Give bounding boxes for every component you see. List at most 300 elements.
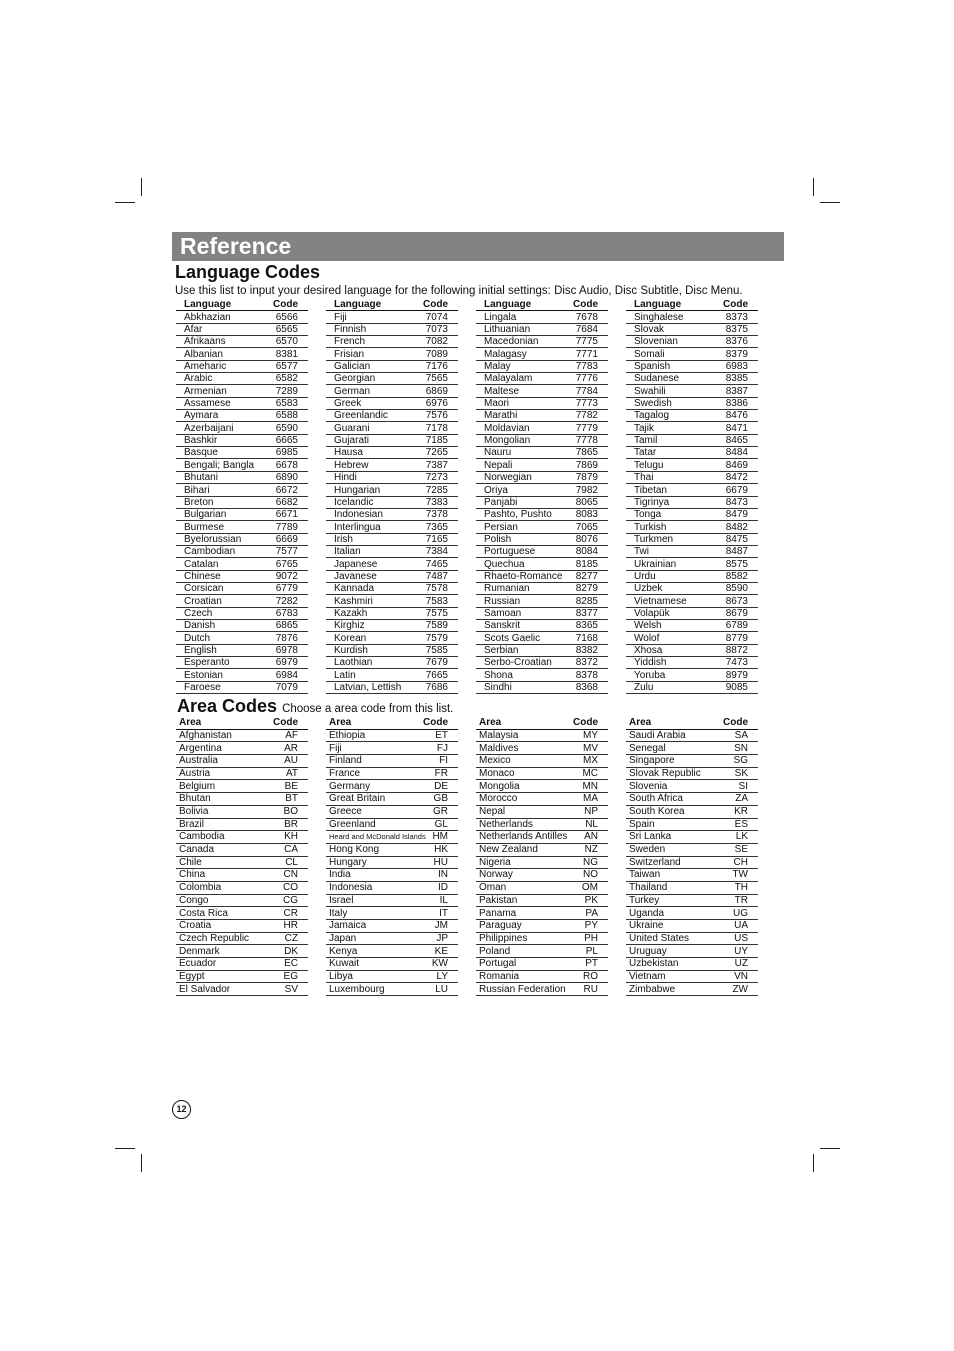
language-code: 7384 (425, 546, 448, 558)
area-table-row (476, 958, 608, 971)
area-table-row (326, 793, 458, 806)
area-table-row (176, 806, 308, 819)
language-table-row (326, 311, 458, 323)
language-table-row (476, 336, 608, 348)
area-code: GL (434, 818, 448, 830)
language-table-row (176, 361, 308, 373)
language-name: Lithuanian (484, 324, 531, 336)
area-codes-subtitle: Choose a area code from this list. (282, 703, 454, 715)
area-table-row (176, 755, 308, 768)
area-table-header (176, 717, 308, 730)
area-name: Saudi Arabia (629, 729, 686, 741)
area-code: ID (438, 882, 448, 894)
area-code: SG (733, 755, 748, 767)
area-table-row (176, 857, 308, 870)
language-table-row (326, 447, 458, 459)
area-table-row (626, 780, 758, 793)
language-name: Bhutani (184, 472, 218, 484)
area-table-row (626, 819, 758, 832)
area-code: VN (734, 970, 748, 982)
area-name: Portugal (479, 958, 517, 970)
language-table-row (176, 422, 308, 434)
area-code: UG (733, 907, 748, 919)
language-name: Tajik (634, 422, 655, 434)
language-table-header (326, 299, 458, 311)
language-name: Czech (184, 607, 213, 619)
language-name: Laothian (334, 657, 373, 669)
crop-mark (820, 202, 840, 203)
language-code: 6890 (275, 472, 298, 484)
language-code: 7865 (575, 447, 598, 459)
area-code: TH (734, 882, 748, 894)
area-name: Uganda (629, 907, 665, 919)
area-table-row (326, 920, 458, 933)
area-header-name: Area (329, 717, 352, 729)
area-name: Sweden (629, 844, 666, 856)
language-code: 8375 (725, 324, 748, 336)
area-code: UY (734, 945, 748, 957)
language-code: 7073 (425, 324, 448, 336)
area-name: Great Britain (329, 793, 386, 805)
area-code: ES (734, 818, 748, 830)
area-table-row (176, 831, 308, 844)
language-table-row (476, 521, 608, 533)
area-table-row (176, 793, 308, 806)
crop-mark (141, 1154, 142, 1172)
language-code: 7577 (275, 546, 298, 558)
language-table-column-2 (326, 299, 458, 694)
area-code: CH (733, 856, 748, 868)
language-code: 8368 (575, 682, 598, 693)
area-table-row (476, 780, 608, 793)
language-name: Pashto, Pushto (484, 509, 552, 521)
language-code: 9085 (725, 682, 748, 693)
area-code: RU (583, 983, 598, 995)
language-code: 7686 (425, 682, 448, 693)
area-name: Kuwait (329, 958, 360, 970)
language-table-row (326, 571, 458, 583)
area-table-row (176, 742, 308, 755)
language-name: Somali (634, 348, 665, 360)
area-name: South Korea (629, 806, 685, 817)
language-name: Estonian (184, 669, 223, 681)
language-code: 8673 (725, 595, 748, 607)
area-table-row (626, 844, 758, 857)
area-name: Malaysia (479, 729, 519, 741)
language-name: Mongolian (484, 435, 531, 447)
language-table-row (626, 682, 758, 694)
language-code: 7579 (425, 632, 448, 644)
language-name: Turkmen (634, 533, 674, 545)
language-name: Gujarati (334, 435, 370, 447)
language-code: 8365 (575, 620, 598, 632)
area-name: Indonesia (329, 882, 373, 894)
language-code: 6678 (275, 459, 298, 471)
area-table-row (476, 857, 608, 870)
language-table-row (326, 472, 458, 484)
area-name: Greenland (329, 818, 376, 830)
language-code: 7778 (575, 435, 598, 447)
area-name: Uruguay (629, 945, 667, 957)
area-code: IT (439, 907, 448, 919)
language-table-row (626, 521, 758, 533)
area-code: FJ (436, 742, 448, 754)
language-table-row (626, 632, 758, 644)
language-code: 7879 (575, 472, 598, 484)
language-name: Volapük (634, 607, 670, 619)
language-name: Kazakh (334, 607, 368, 619)
area-code: ET (435, 729, 448, 741)
language-header-name: Language (634, 299, 682, 311)
language-name: Dutch (184, 632, 211, 644)
language-table-row (626, 348, 758, 360)
area-header-code: Code (723, 717, 748, 729)
language-table-header (176, 299, 308, 311)
language-table-row (176, 435, 308, 447)
language-table-row (476, 385, 608, 397)
language-table-row (476, 534, 608, 546)
language-code: 7065 (575, 521, 598, 533)
area-table-row (176, 780, 308, 793)
area-code: MX (583, 755, 598, 767)
language-table-row (626, 669, 758, 681)
language-table-row (626, 546, 758, 558)
area-table-row (626, 920, 758, 933)
language-name: Tatar (634, 447, 657, 459)
area-name: Egypt (179, 970, 205, 982)
language-code: 7876 (275, 632, 298, 644)
area-code: SA (734, 729, 748, 741)
language-name: Irish (334, 533, 353, 545)
language-code: 8385 (725, 373, 748, 385)
language-table-row (476, 571, 608, 583)
area-table-row (326, 983, 458, 996)
language-name: Macedonian (484, 336, 539, 348)
language-code: 6669 (275, 533, 298, 545)
area-codes-heading (177, 696, 453, 719)
language-name: Scots Gaelic (484, 632, 541, 644)
area-code: OM (581, 882, 598, 894)
area-code: CN (283, 869, 298, 881)
language-table-row (326, 608, 458, 620)
area-name: Germany (329, 780, 371, 792)
area-table-row (476, 844, 608, 857)
area-code: AU (284, 755, 298, 767)
language-table-row (626, 620, 758, 632)
language-code: 7185 (425, 435, 448, 447)
language-code: 8379 (725, 348, 748, 360)
area-table-row (326, 907, 458, 920)
area-name: Luxembourg (329, 983, 385, 995)
area-codes-title: Area Codes (177, 696, 278, 716)
page-number: 12 (172, 1100, 191, 1119)
area-table-row (326, 844, 458, 857)
area-table-row (626, 958, 758, 971)
area-code: GB (433, 793, 448, 805)
language-code: 7168 (575, 632, 598, 644)
area-name: Argentina (179, 742, 222, 754)
area-name: Romania (479, 970, 520, 982)
area-code: NL (585, 818, 598, 830)
area-code: SE (734, 844, 748, 856)
area-name: Panama (479, 907, 517, 919)
area-table-row (326, 869, 458, 882)
area-table-row (476, 730, 608, 743)
language-name: Cambodian (184, 546, 236, 558)
area-name: Morocco (479, 793, 518, 805)
language-table-row (626, 484, 758, 496)
language-code: 6765 (275, 558, 298, 570)
language-code: 7575 (425, 607, 448, 619)
language-name: Byelorussian (184, 533, 242, 545)
language-code: 7576 (425, 410, 448, 422)
language-table-row (176, 311, 308, 323)
area-code: AT (285, 767, 298, 779)
crop-mark (813, 178, 814, 196)
language-code: 6983 (725, 361, 748, 373)
area-code: CL (285, 856, 298, 868)
language-name: Zulu (634, 682, 654, 693)
area-name: Sri Lanka (629, 831, 672, 843)
area-name: Kenya (329, 945, 358, 957)
language-name: Telugu (634, 459, 664, 471)
area-table-row (326, 958, 458, 971)
area-code: SV (284, 983, 298, 995)
language-table-row (176, 324, 308, 336)
area-table-row (176, 768, 308, 781)
language-name: Malagasy (484, 348, 527, 360)
language-name: Tigrinya (634, 496, 670, 508)
language-name: Moldavian (484, 422, 530, 434)
language-code: 6984 (275, 669, 298, 681)
language-name: Ukrainian (634, 558, 677, 570)
area-name: Finland (329, 755, 362, 767)
language-table-row (176, 608, 308, 620)
language-code: 8473 (725, 496, 748, 508)
crop-mark (813, 1154, 814, 1172)
language-code: 7165 (425, 533, 448, 545)
area-code: JP (436, 932, 448, 944)
language-code: 8382 (575, 644, 598, 656)
area-table-row (476, 882, 608, 895)
language-name: Tamil (634, 435, 658, 447)
area-code: AN (584, 831, 598, 843)
area-name: Netherlands Antilles (479, 831, 568, 843)
language-table-row (326, 620, 458, 632)
language-code: 8476 (725, 410, 748, 422)
area-name: Philippines (479, 932, 528, 944)
language-table-column-3 (476, 299, 608, 694)
area-table-row (626, 806, 758, 819)
language-name: Sanskrit (484, 620, 521, 632)
language-name: Javanese (334, 570, 377, 582)
area-name: Norway (479, 869, 513, 881)
area-code: IL (439, 894, 448, 906)
area-code: PA (585, 907, 598, 919)
language-code: 8372 (575, 657, 598, 669)
area-code: LY (436, 970, 448, 982)
language-table-row (476, 632, 608, 644)
area-table-row (326, 780, 458, 793)
language-name: Kashmiri (334, 595, 373, 607)
area-code: EG (283, 970, 298, 982)
area-table-row (626, 755, 758, 768)
language-name: Yiddish (634, 657, 667, 669)
area-code: BE (284, 780, 298, 792)
area-name: Hong Kong (329, 844, 380, 856)
language-code: 6565 (275, 324, 298, 336)
language-table-row (326, 373, 458, 385)
language-table-row (176, 459, 308, 471)
language-name: Hausa (334, 447, 363, 459)
area-name: Slovak Republic (629, 767, 701, 779)
language-table-row (476, 348, 608, 360)
language-table-row (626, 398, 758, 410)
area-table-row (326, 831, 458, 844)
area-code: LU (435, 983, 448, 995)
language-table-row (176, 682, 308, 694)
language-name: Uzbek (634, 583, 663, 595)
language-table-row (476, 459, 608, 471)
language-name: Vietnamese (634, 595, 687, 607)
language-code: 7679 (425, 657, 448, 669)
language-table-row (476, 546, 608, 558)
language-name: Interlingua (334, 521, 381, 533)
language-table-row (326, 669, 458, 681)
language-name: Polish (484, 533, 512, 545)
language-code: 8472 (725, 472, 748, 484)
language-table-row (476, 645, 608, 657)
language-name: Hindi (334, 472, 357, 484)
area-name: Russian Federation (479, 983, 566, 995)
area-table-row (176, 958, 308, 971)
language-code: 7082 (425, 336, 448, 348)
language-code: 6672 (275, 484, 298, 496)
area-name: Taiwan (629, 869, 661, 881)
language-table-row (326, 632, 458, 644)
language-name: Burmese (184, 521, 225, 533)
language-name: Azerbaijani (184, 422, 234, 434)
language-code: 8083 (575, 509, 598, 521)
area-table-row (476, 983, 608, 996)
language-name: Tagalog (634, 410, 670, 422)
area-table-row (476, 742, 608, 755)
area-name: Denmark (179, 945, 220, 957)
area-name: Israel (329, 894, 354, 906)
area-name: Vietnam (629, 970, 666, 982)
language-name: Russian (484, 595, 521, 607)
language-name: Assamese (184, 398, 231, 410)
language-table-row (476, 324, 608, 336)
area-table-row (326, 755, 458, 768)
language-table-row (476, 497, 608, 509)
language-code: 6978 (275, 644, 298, 656)
language-table-row (326, 583, 458, 595)
area-name: Hungary (329, 856, 367, 868)
area-table-row (626, 933, 758, 946)
language-table-row (326, 509, 458, 521)
area-table-row (176, 907, 308, 920)
area-code: PK (584, 894, 598, 906)
language-table-row (176, 645, 308, 657)
language-name: Xhosa (634, 644, 663, 656)
language-code: 8185 (575, 558, 598, 570)
language-name: Latvian, Lettish (334, 682, 402, 693)
language-table-row (326, 682, 458, 694)
language-code: 7783 (575, 361, 598, 373)
area-name: Senegal (629, 742, 666, 754)
language-name: Albanian (184, 348, 223, 360)
language-name: Malayalam (484, 373, 533, 385)
language-code: 8582 (725, 570, 748, 582)
area-table-header (476, 717, 608, 730)
area-code: IN (438, 869, 448, 881)
area-name: Belgium (179, 780, 216, 792)
area-table-row (476, 869, 608, 882)
language-code: 8979 (725, 669, 748, 681)
language-code: 8679 (725, 607, 748, 619)
area-table-row (626, 768, 758, 781)
language-name: Lingala (484, 311, 517, 323)
area-name: Japan (329, 932, 357, 944)
language-name: Thai (634, 472, 654, 484)
language-code: 7789 (275, 521, 298, 533)
language-code: 8479 (725, 509, 748, 521)
area-name: Fiji (329, 742, 342, 754)
language-table-row (476, 595, 608, 607)
area-name: Congo (179, 894, 209, 906)
language-table-row (176, 583, 308, 595)
area-name: Canada (179, 844, 215, 856)
language-code: 6671 (275, 509, 298, 521)
language-name: Afrikaans (184, 336, 226, 348)
language-table-row (176, 620, 308, 632)
language-table-row (626, 558, 758, 570)
language-name: Faroese (184, 682, 221, 693)
language-name: Afar (184, 324, 203, 336)
language-table-row (176, 484, 308, 496)
area-code: KR (734, 806, 748, 817)
language-table-row (176, 410, 308, 422)
language-code: 8277 (575, 570, 598, 582)
language-code: 6679 (725, 484, 748, 496)
language-name: Hebrew (334, 459, 369, 471)
area-code: MA (583, 793, 598, 805)
area-name: El Salvador (179, 983, 231, 995)
language-table-header (626, 299, 758, 311)
area-table-row (476, 806, 608, 819)
language-name: Korean (334, 632, 367, 644)
language-table-row (626, 595, 758, 607)
language-table-row (326, 410, 458, 422)
language-name: Serbian (484, 644, 519, 656)
language-name: Bengali; Bangla (184, 459, 255, 471)
area-table-row (326, 945, 458, 958)
area-code: PH (584, 932, 598, 944)
area-table-row (326, 933, 458, 946)
language-table-column-1 (176, 299, 308, 694)
area-table-row (626, 895, 758, 908)
language-name: Bulgarian (184, 509, 227, 521)
language-table-row (326, 385, 458, 397)
area-name: Afghanistan (179, 729, 232, 741)
language-name: Fiji (334, 311, 347, 323)
area-code: AF (285, 729, 298, 741)
language-code: 8381 (275, 348, 298, 360)
area-table-column-4 (626, 717, 758, 996)
language-name: Quechua (484, 558, 525, 570)
language-table-row (176, 447, 308, 459)
